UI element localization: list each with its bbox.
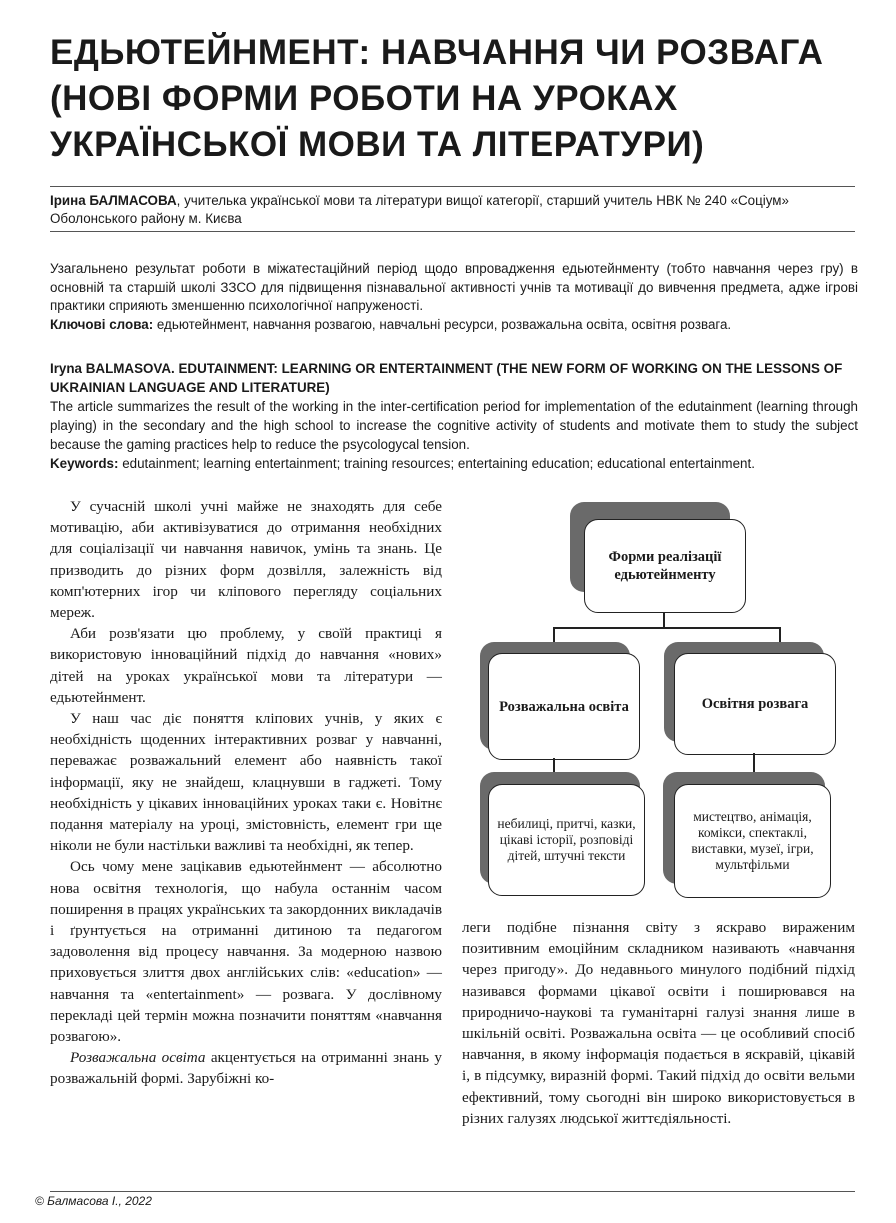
keywords-en-label: Keywords: xyxy=(50,456,119,471)
abstract-uk xyxy=(50,260,858,334)
edutainment-diagram xyxy=(478,499,850,899)
diagram-node-left-label: Розважальна освіта xyxy=(499,698,629,715)
title-line-3: УКРАЇНСЬКОЇ МОВИ ТА ЛІТЕРАТУРИ) xyxy=(50,125,705,164)
keywords-uk-list: едьютейнмент, навчання розвагою, навчальні ресурси, розважальна освіта, освітня розвага. xyxy=(153,316,732,332)
body-paragraph-3: У наш час діє поняття кліпових учнів, у яких є необхідність щоденних інтерактивних розваг у навчанні, переважає розважальний елемент або наявність такої інформації, яку не знайдеш, клацнувши в гаджеті. Тому необхідність у цікавих інноваційних уроках таки є. Новітнє подання матеріалу на уроці, змістовність, елемент гри ще ніколи не були настільки важливі та необхідні, як тепер. xyxy=(50,710,442,855)
connector-root xyxy=(663,612,665,628)
diagram-node-right-label: Освітня розвага xyxy=(701,695,809,712)
diagram-node-entertaining-education xyxy=(488,653,640,760)
keywords-uk-label: Ключові слова: xyxy=(50,316,154,332)
body-paragraph-1: У сучасній школі учні майже не знаходять для себе мотивацію, аби активізуватися до отримання необхідних для соціалізації чи навчання навичок, умінь та знань. Це призводить до різних форм дозвілля, залежність від комп'ютерних ігор чи кліпового перегляду соціальних мереж. xyxy=(50,498,442,622)
keywords-en-list: edutainment; learning entertainment; training resources; entertaining education; educational entertainment. xyxy=(118,456,755,471)
abstract-uk-text: Узагальнено результат роботи в міжатестаційний період щодо впровадження едьютейнменту (тобто навчання через гру) в основній та старшій школі ЗЗСО для підвищення пізнавальної активності учнів та мотивації до вивчення предмета, адже ігрові практики сприяють зменшенню психологічної напруженості. xyxy=(50,261,858,313)
diagram-root-label: Форми реалізації едьютейнменту xyxy=(608,549,722,583)
diagram-root-node xyxy=(584,519,746,613)
body-paragraph-5-rest: акцентується на отриманні знань у розважальній формі. Зарубіжні ко- xyxy=(50,1049,442,1088)
body-paragraph-5 xyxy=(50,1047,442,1089)
title-divider xyxy=(50,186,855,187)
keywords-en xyxy=(50,454,858,473)
diagram-list-left-text: небилиці, притчі, казки, цікаві історії, розповіді дітей, штучні тексти xyxy=(497,816,636,863)
copyright-footer: © Балмасова І., 2022 xyxy=(35,1194,152,1208)
connector-horizontal xyxy=(553,627,781,629)
diagram-list-right xyxy=(674,784,831,898)
keywords-uk xyxy=(50,316,858,335)
author-info xyxy=(50,192,860,228)
author-divider xyxy=(50,231,855,232)
body-paragraph-4: Ось чому мене зацікавив едьютейнмент — абсолютно нова освітня технологія, що набула останнім часом поширення в працях українських та закордонних викладачів і ґрунтується на отриманні дитиною та педагогом задоволення від процесу навчання. За модерною назвою приховується злиття двох англійських слів: «education» — навчання та «entertainment» — розвага. У дослівному перекладі цей термін можна позначити поняттям «навчання розвагою». xyxy=(50,858,442,1046)
diagram-node-educational-entertainment xyxy=(674,653,836,755)
body-paragraph-2: Аби розв'язати цю проблему, у своїй практиці я використовую інноваційний підхід до навчання «нових» дітей на уроках української мови та літератури — едьютейнмент. xyxy=(50,625,442,706)
body-right-paragraph: леги подібне пізнання світу з яскраво вираженим позитивним емоційним складником називають «навчання через пригоду». До недавнього минулого подібний підхід називався формами цікавої освіти і поширювався на природничо-наукові та гуманітарні галузі знання лише в шкільній освіті. Розважальна освіта — це особливий спосіб навчання, в якому інформація подається в яскравій, цікавій і, в підсумку, виразній формі. Такий підхід до освіти вельми ефективний, тому сьогодні він широко використовується в різних галузях людської життєдіяльності. xyxy=(462,919,855,1127)
abstract-en xyxy=(50,359,858,473)
abstract-en-text: The article summarizes the result of the working in the inter-certification period for implementation of the edutainment (learning through playing) in the secondary and the high school to increase the cognitive activity of students and motivate them to study the subject because the gaming practices help to reduce the psycologycal tension. xyxy=(50,399,858,452)
body-left-column xyxy=(50,496,442,1090)
abstract-en-heading: Iryna BALMASOVA. EDUTAINMENT: LEARNING OR ENTERTAINMENT (THE NEW FORM OF WORKING ON THE LESSONS OF UKRAINIAN LANGUAGE AND LITERATURE) xyxy=(50,361,843,395)
author-affiliation: , учителька української мови та літератури вищої категорії, старший учитель НВК № 240 «Соціум» Оболонського району м. Києва xyxy=(50,193,789,226)
title-line-2: (НОВІ ФОРМИ РОБОТИ НА УРОКАХ xyxy=(50,79,678,118)
author-name: Ірина БАЛМАСОВА xyxy=(50,193,177,208)
footer-divider xyxy=(50,1191,855,1192)
diagram-list-right-text: мистецтво, анімація, комікси, спектаклі, виставки, музеї, ігри, мультфільми xyxy=(691,809,814,872)
body-paragraph-5-italic: Розважальна освіта xyxy=(70,1049,206,1067)
article-title xyxy=(50,30,850,168)
body-right-column xyxy=(462,917,855,1129)
diagram-list-left xyxy=(488,784,645,896)
title-line-1: ЕДЬЮТЕЙНМЕНТ: НАВЧАННЯ ЧИ РОЗВАГА xyxy=(50,33,824,72)
